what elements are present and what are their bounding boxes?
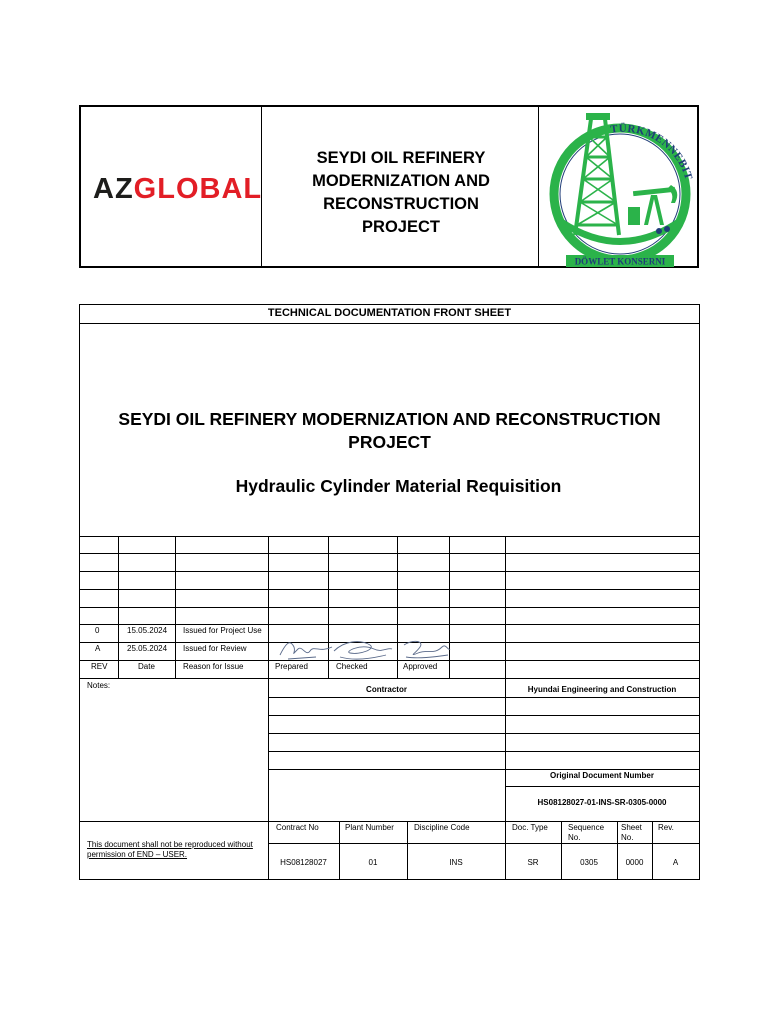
logo-text-az: AZ [93,173,134,205]
original-document-number-label: Original Document Number [549,771,654,780]
original-document-number: HS08128027-01-INS-SR-0305-0000 [537,798,667,807]
project-title-line-1: SEYDI OIL REFINERY MODERNIZATION AND RECONSTRUCTION [118,409,661,429]
sheet-no-header-line-2: No. [621,833,634,842]
plant-number-header: Plant Number [345,823,394,832]
rev-code-header: Rev. [658,823,674,832]
date-column-header: Date [138,662,155,671]
notes-label: Notes: [87,681,111,690]
owner-company-label: Hyundai Engineering and Construction [527,685,677,694]
reason-column-header: Reason for Issue [183,662,244,671]
sequence-no-header-line-1: Sequence [568,823,605,832]
plant-number-value: 01 [368,858,378,867]
discipline-code-header: Discipline Code [414,823,470,832]
revision-0-reason: Issued for Project Use [183,626,262,635]
header-project-title [263,147,539,239]
prepared-column-header: Prepared [275,662,308,671]
approved-signature [398,635,453,663]
contract-no-value: HS08128027 [280,858,327,867]
logo-text-global: GLOBAL [133,173,263,205]
header-title-line-4: PROJECT [362,218,440,236]
contractor-label: Contractor [366,685,407,694]
header-title-line-3: RECONSTRUCTION [323,195,479,213]
rev-column-header: REV [91,662,108,671]
seal-top-text: TÜRKMENNEBIT [609,122,695,182]
disclaimer-line-2: permission of END – USER. [87,850,188,859]
revision-1-date: 25.05.2024 [127,644,168,653]
seal-bottom-text: DÖWLET KONSERNI [574,256,666,267]
prepared-signature [276,635,336,663]
sheet-no-value: 0000 [625,858,644,867]
disclaimer-line-1: This document shall not be reproduced without [87,840,253,849]
project-title-line-2: PROJECT [348,432,431,452]
revision-1-rev: A [95,644,101,653]
checked-column-header: Checked [336,662,368,671]
header-title-line-2: MODERNIZATION AND [312,172,490,190]
project-title [80,408,699,454]
technical-front-sheet [79,304,700,880]
approved-column-header: Approved [403,662,438,671]
contract-no-header: Contract No [276,823,319,832]
document-header [79,105,699,268]
sequence-no-value: 0305 [580,858,598,867]
doc-type-value: SR [527,858,539,867]
discipline-code-value: INS [449,858,463,867]
sheet-no-header-line-1: Sheet [621,823,642,832]
revision-0-rev: 0 [95,626,100,635]
header-title-line-1: SEYDI OIL REFINERY [316,149,486,167]
document-title: Hydraulic Cylinder Material Requisition [235,476,562,496]
turkmennebit-seal-logo [541,107,699,268]
doc-type-header: Doc. Type [512,823,548,832]
revision-1-reason: Issued for Review [183,644,247,653]
revision-0-date: 15.05.2024 [127,626,168,635]
sequence-no-header-line-2: No. [568,833,581,842]
rev-code-value: A [672,858,679,867]
checked-signature [330,635,395,663]
front-sheet-heading: TECHNICAL DOCUMENTATION FRONT SHEET [267,307,512,319]
azglobal-logo [93,173,263,206]
